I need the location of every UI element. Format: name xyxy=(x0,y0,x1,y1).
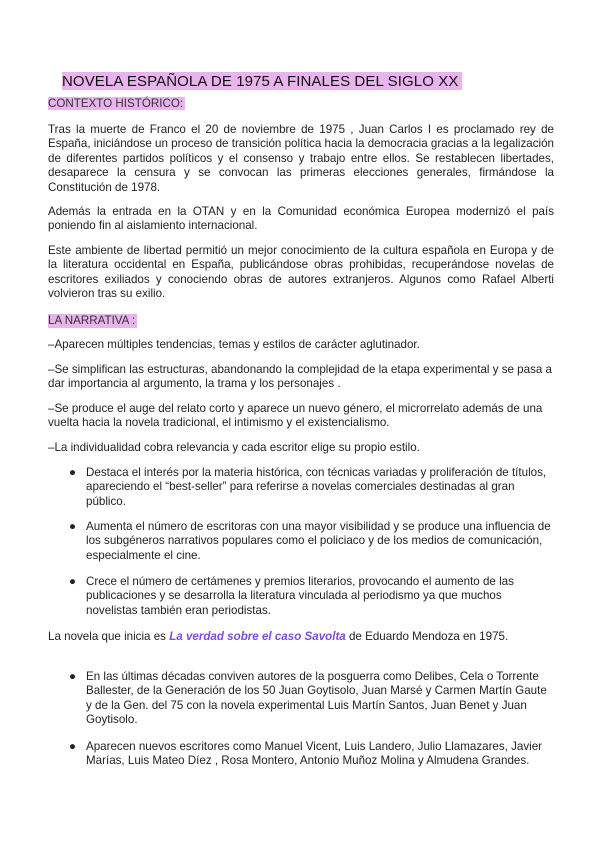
narrative-point-3: –Se produce el auge del relato corto y aparece un nuevo género, el microrrelato además de una vuelta hacia la novela tradicional, el intimismo y el existencialismo. xyxy=(48,402,543,430)
page-title: NOVELA ESPAÑOLA DE 1975 A FINALES DEL SIGLO XX xyxy=(62,72,462,90)
narrative-point-2: –Se simplifican las estructuras, abandonando la complejidad de la etapa experimental y se pasa a dar importancia al argumento, la trama y los personajes . xyxy=(48,363,552,391)
bullet-list-trends xyxy=(48,520,554,563)
bullet-icon: ● xyxy=(69,670,77,683)
novel-intro-before: La novela que inicia es xyxy=(48,630,170,643)
bullet-icon: ● xyxy=(69,740,77,753)
novel-title-link[interactable]: La verdad sobre el caso Savolta xyxy=(169,630,346,643)
list-item-text: Aparecen nuevos escritores como Manuel Vicent, Luis Landero, Julio Llamazares, Javier Marías, Luis Mateo Díez , Rosa Montero, Antonio Muñoz Molina y Almudena Grandes. xyxy=(86,740,543,768)
list-item xyxy=(48,670,554,728)
novel-intro xyxy=(48,630,554,644)
bullet-icon: ● xyxy=(69,466,77,479)
context-heading-text: CONTEXTO HISTÓRICO: xyxy=(48,97,184,110)
list-item-text: Aumenta el número de escritoras con una mayor visibilidad y se produce una influencia de los subgéneros narrativos populares como el policiaco y de los medios de comunicación, especialmente el cine. xyxy=(86,520,551,562)
narrative-heading-text: LA NARRATIVA : xyxy=(48,314,136,327)
bullet-list-authors xyxy=(48,740,554,769)
list-item xyxy=(48,740,554,769)
narrative-point-1: –Aparecen múltiples tendencias, temas y estilos de carácter aglutinador. xyxy=(48,338,420,351)
narrative-heading xyxy=(48,314,554,328)
list-item xyxy=(48,520,554,563)
list-item-text: Destaca el interés por la materia histórica, con técnicas variadas y proliferación de títulos, apareciendo el “best-seller” para referirse a novelas comerciales destinadas al gran público. xyxy=(86,466,547,508)
bullet-list-authors xyxy=(48,670,554,728)
bullet-list-trends xyxy=(48,466,554,509)
novel-intro-after: de Eduardo Mendoza en 1975. xyxy=(345,630,509,643)
list-item xyxy=(48,466,554,509)
context-paragraph-2: Además la entrada en la OTAN y en la Comunidad económica Europea modernizó el país poniendo fin al aislamiento internacional. xyxy=(48,205,554,233)
context-heading xyxy=(48,94,185,112)
context-paragraph-3: Este ambiente de libertad permitió un mejor conocimiento de la cultura española en Europa y de la literatura occidental en España, publicándose obras prohibidas, recuperándose novelas de escritores exiliados y conociendo obras de autores extranjeros. Algunos como Rafael Alberti volvieron tras su exilio. xyxy=(48,244,554,301)
list-item-text: Crece el número de certámenes y premios literarios, provocando el aumento de las publicaciones y se desarrolla la literatura vinculada al periodismo ya que muchos novelistas también eran periodistas. xyxy=(86,575,514,617)
bullet-list-trends xyxy=(48,575,554,618)
bullet-icon: ● xyxy=(69,520,77,533)
list-item-text: En las últimas décadas conviven autores de la posguerra como Delibes, Cela o Torrente Ballester, de la Generación de los 50 Juan Goytisolo, Juan Marsé y Carmen Martín Gaute y de la Gen. del 75 con la novela experimental Luis Martín Santos, Juan Benet y Juan Goytisolo. xyxy=(86,670,547,727)
bullet-icon: ● xyxy=(69,575,77,588)
context-paragraph-1: Tras la muerte de Franco el 20 de noviembre de 1975 , Juan Carlos I es proclamado rey de España, iniciándose un proceso de transición política hacia la democracia gracias a la legalización de diferentes partidos políticos y el consenso y trabajo entre ellos. Se restablecen libertades, desaparece la censura y se convocan las primeras elecciones generales, firmándose la Constitución de 1978. xyxy=(48,123,554,194)
narrative-point-4: –La individualidad cobra relevancia y cada escritor elige su propio estilo. xyxy=(48,441,420,454)
list-item xyxy=(48,575,554,618)
